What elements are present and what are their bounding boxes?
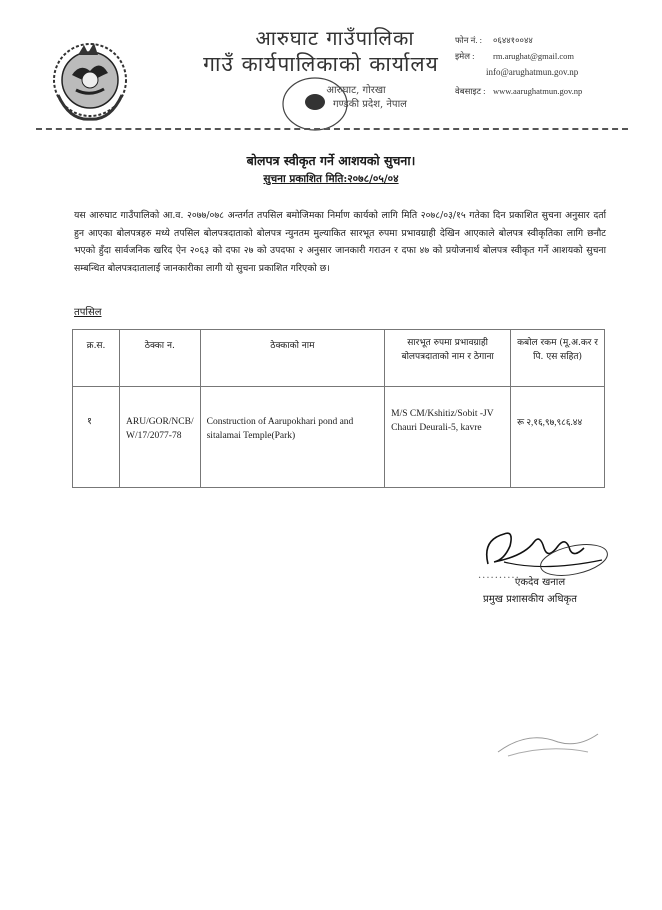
cell-sn [73, 387, 120, 488]
notice-body: यस आरुघाट गाउँपालिको आ.व. २०७७/०७८ अन्तर्गत तपसिल बमोजिमका निर्माण कार्यको लागि मिति २०७८/०३/१५ गतेका दिन प्रकाशित सुचना अनुसार दर्ता हुन आएका बोलपत्रहरु मध्ये तपसिल बोलपत्रदाताको बोलपत्र न्युनतम मुल्याकित सारभूत रुपमा प्रभावग्राही देखिन आएकाले बोलपत्र स्वीकृतिका लागि छनौट भएको हुँदा सार्वजनिक खरिद ऐन २०६३ को दफा २७ को उपदफा २ अनुसार जानकारी गराउन र दफा ४७ को प्रयोजनार्थ बोलपत्र स्वीकृत गर्ने आशयको सुचना सम्बन्धित बोलपत्रदातालाई जानकारीका लागी यो सुचना प्रकाशित गरिएको छ। [74, 210, 606, 274]
contact-email-secondary: info@arughatmun.gov.np [486, 67, 579, 77]
header-bidder: सारभूत रुपमा प्रभावग्राही बोलपत्रदाताको नाम र ठेगाना [385, 330, 511, 387]
cell-bidder [385, 387, 511, 488]
signatory-name: एकदेव खनाल [514, 577, 566, 588]
header-contract-name: ठेक्काको नाम [200, 330, 385, 387]
section-label: तपसिल [74, 307, 102, 318]
published-date: सुचना प्रकाशित मिति:२०७८/०५/०४ [263, 173, 399, 185]
office-address-line1: आरुघाट, गोरखा [326, 85, 386, 96]
bidder-value: M/S CM/Kshitiz/Sobit -JV Chauri Deurali-5, kavre [391, 409, 494, 433]
cell-amount [511, 387, 605, 488]
header-divider [36, 128, 628, 130]
web-value: www.aarughatmun.gov.np [493, 86, 583, 96]
signature-dots: .......... [478, 570, 520, 581]
sn-value: १ [87, 417, 92, 427]
office-address-line2: गण्डकी प्रदेश, नेपाल [333, 99, 407, 110]
cell-contract-no [120, 387, 201, 488]
contact-email [455, 51, 574, 62]
office-title-line1: आरुघाट गाउँपालिका [255, 26, 415, 50]
email-label: इमेल : [455, 51, 475, 61]
header-amount: कबोल रकम (मू.अ.कर र पि. एस सहित) [511, 330, 605, 387]
contact-website [455, 86, 582, 97]
header-sn: क्र.स. [73, 330, 120, 387]
contact-phone [455, 35, 533, 46]
contract-table [72, 329, 605, 488]
phone-value: ०६४४१००४४ [493, 35, 533, 45]
phone-label: फोन नं. : [455, 35, 482, 45]
header-contract-no: ठेक्का न. [120, 330, 201, 387]
signatory-title: प्रमुख प्रशासकीय अधिकृत [483, 594, 577, 605]
amount-value: रू २,१६,९७,९८६.४४ [517, 417, 583, 427]
notice-heading: बोलपत्र स्वीकृत गर्ने आशयको सुचना। [246, 153, 416, 168]
cell-contract-name [200, 387, 385, 488]
table-row [73, 387, 605, 488]
table-header-row [73, 330, 605, 387]
web-label: वेबसाइट : [455, 86, 486, 96]
contract-no-value: ARU/GOR/NCB/ W/17/2077-78 [126, 417, 194, 441]
email-value: rm.arughat@gmail.com [493, 51, 574, 61]
nepal-emblem-icon [50, 35, 130, 125]
contract-name-value: Construction of Aarupokhari pond and sitalamai Temple(Park) [206, 417, 354, 441]
faded-stamp-icon [488, 722, 608, 762]
office-title-line2: गाउँ कार्यपालिकाको कार्यालय [203, 52, 439, 76]
